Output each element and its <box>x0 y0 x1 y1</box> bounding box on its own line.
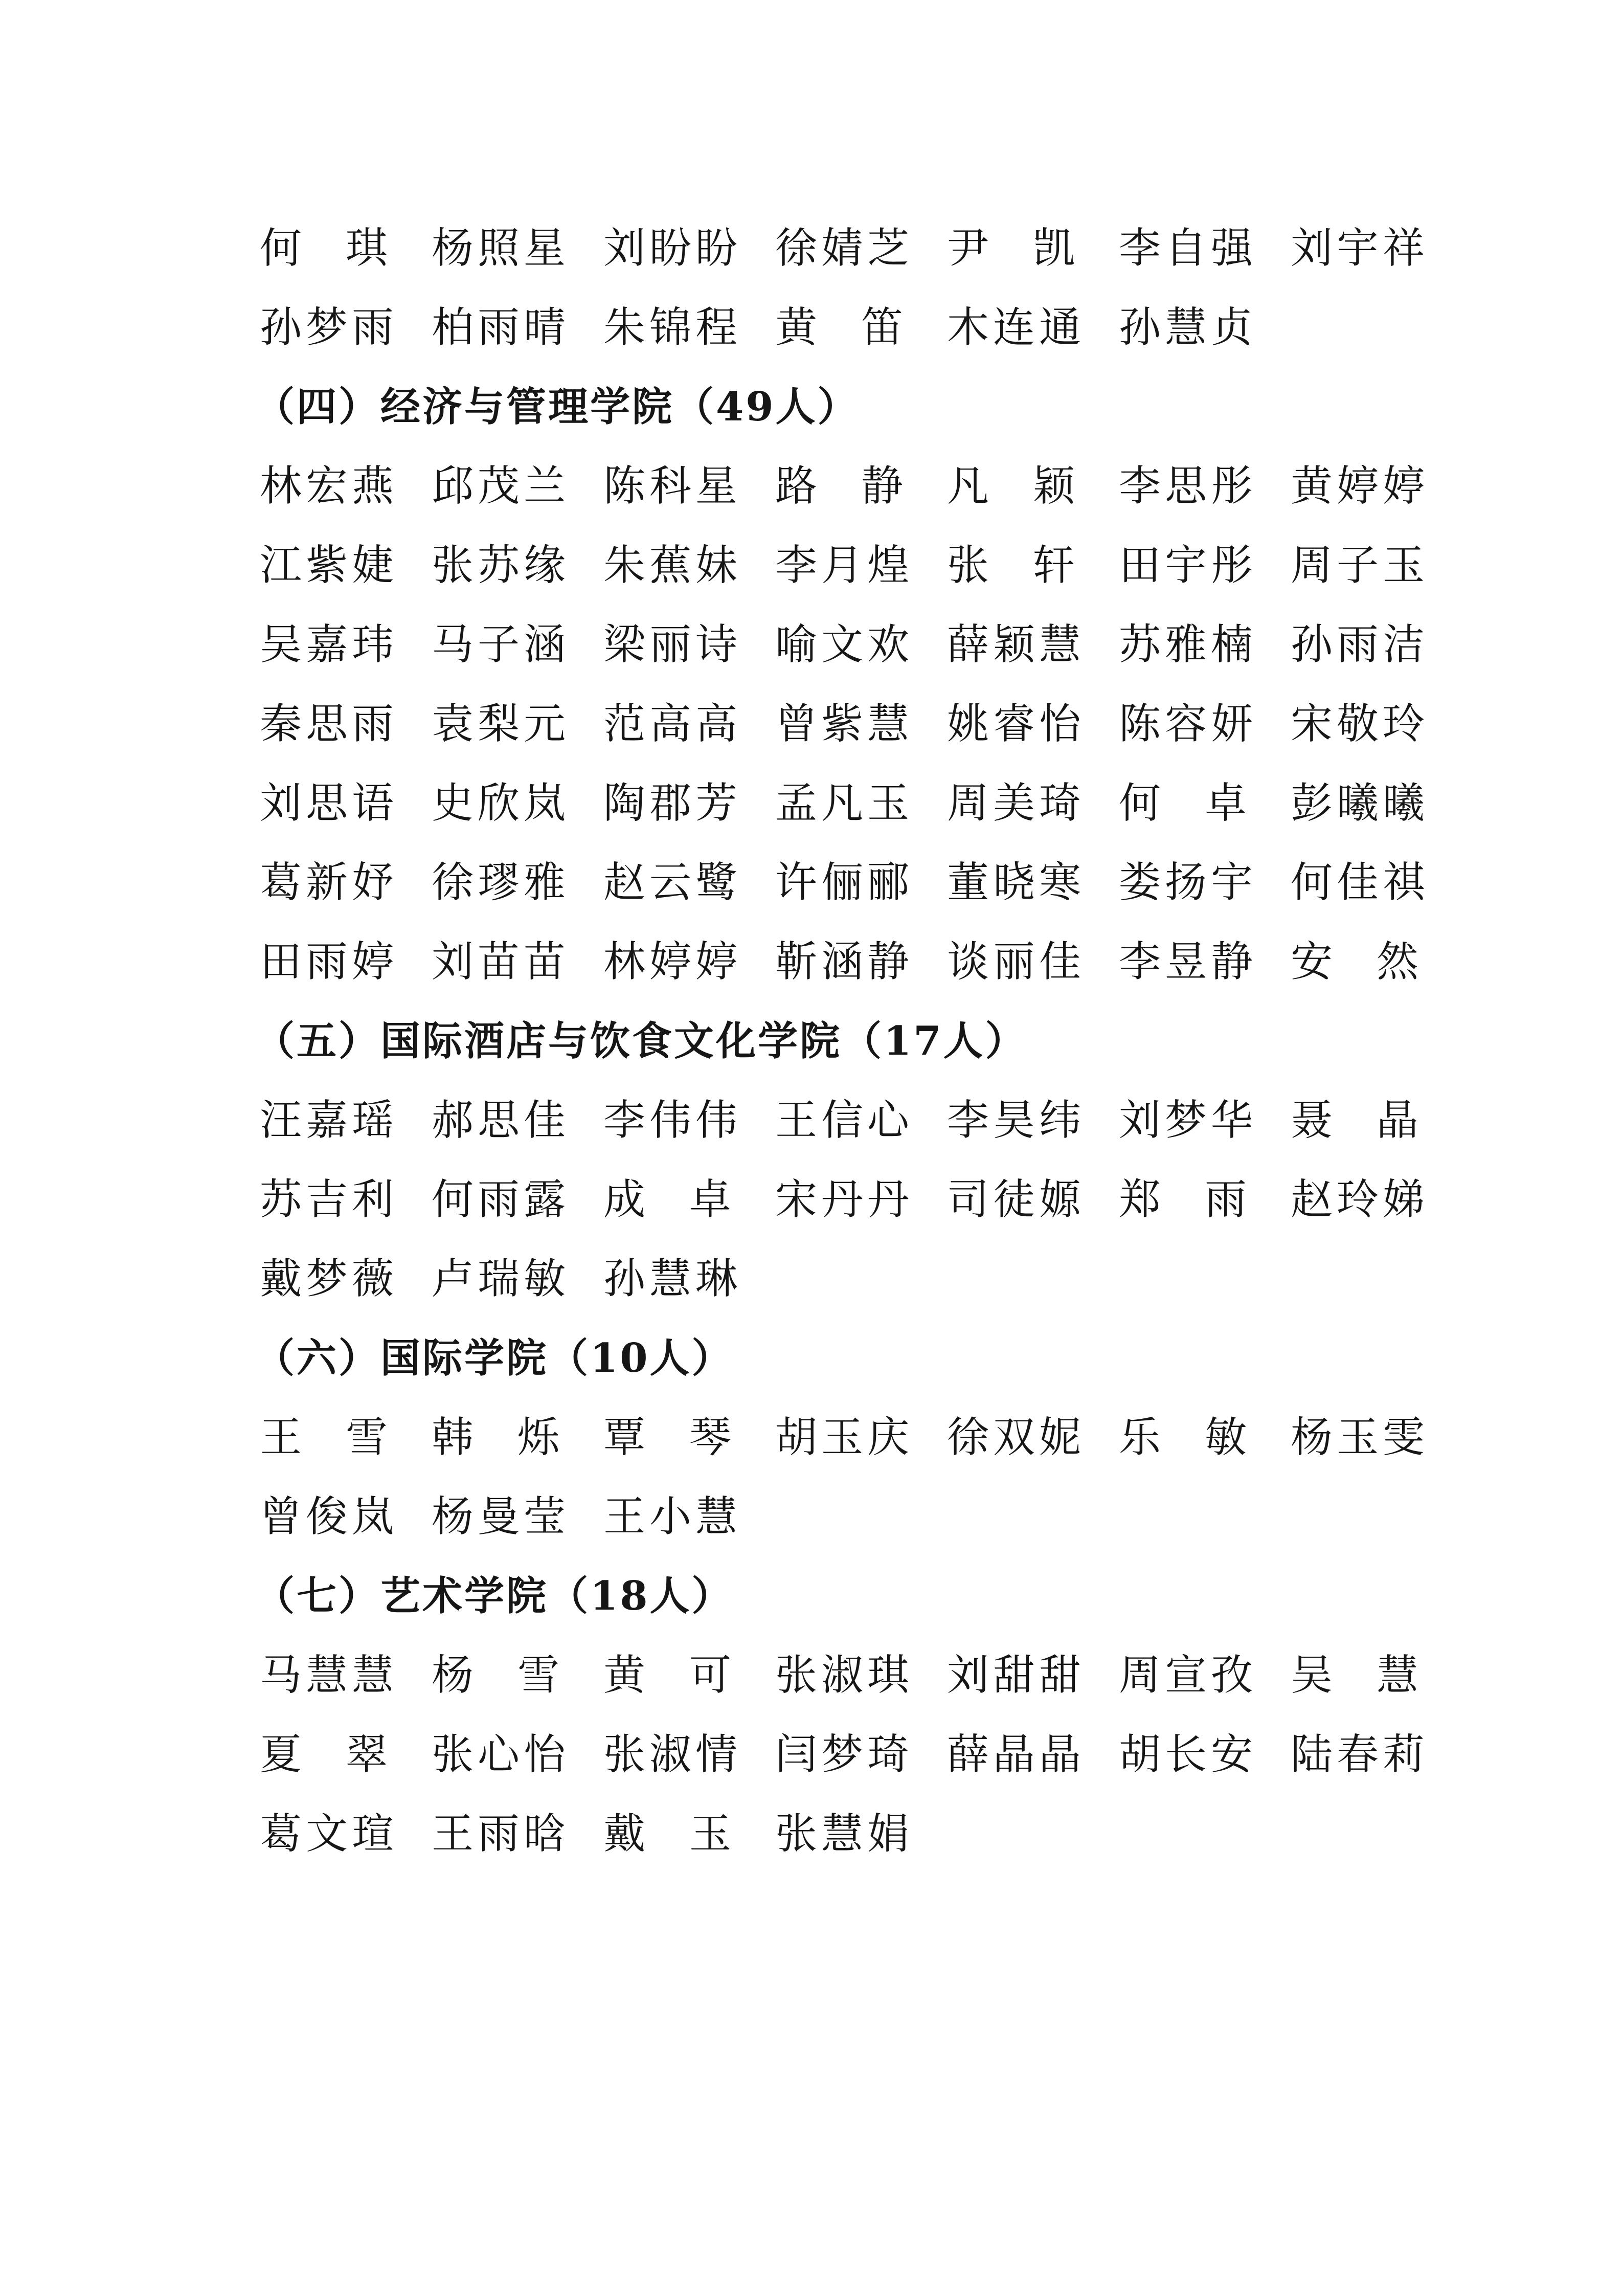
person-name: 林宏燕 <box>260 461 398 510</box>
person-name: 刘宇祥 <box>1291 224 1429 273</box>
name-row <box>260 1636 1436 1715</box>
person-name: 范高高 <box>603 699 742 748</box>
name-row <box>260 1160 1436 1239</box>
person-name: 彭曦曦 <box>1291 778 1429 828</box>
person-name: 乐 敏 <box>1119 1413 1247 1462</box>
person-name: 刘梦华 <box>1119 1096 1257 1145</box>
person-name: 喻文欢 <box>775 620 914 669</box>
person-name: 凡 颖 <box>947 461 1075 510</box>
person-name: 吴 慧 <box>1291 1651 1418 1700</box>
person-name: 李月煌 <box>775 541 914 590</box>
person-name: 张淑琪 <box>775 1651 914 1700</box>
person-name: 夏 翠 <box>260 1730 388 1779</box>
person-name: 朱锦程 <box>603 303 742 352</box>
person-name: 陶郡芳 <box>603 778 742 828</box>
name-row <box>260 922 1436 1001</box>
name-row <box>260 1239 1436 1319</box>
person-name: 路 静 <box>775 461 903 510</box>
person-name: 张慧娟 <box>775 1809 914 1858</box>
person-name: 袁梨元 <box>432 699 570 748</box>
name-row <box>260 209 1436 288</box>
person-name: 李思彤 <box>1119 461 1257 510</box>
person-name: 周宣孜 <box>1119 1651 1257 1700</box>
person-name: 许俪郦 <box>775 858 914 907</box>
person-name: 靳涵静 <box>775 937 914 986</box>
person-name: 刘甜甜 <box>947 1651 1086 1700</box>
person-name: 曾紫慧 <box>775 699 914 748</box>
person-name: 田宇彤 <box>1119 541 1257 590</box>
person-name: 苏吉利 <box>260 1175 398 1224</box>
person-name: 司徒嫄 <box>947 1175 1086 1224</box>
person-name: 韩 烁 <box>432 1413 559 1462</box>
person-name: 何雨露 <box>432 1175 570 1224</box>
person-name: 赵云鹭 <box>603 858 742 907</box>
person-name: 郑 雨 <box>1119 1175 1247 1224</box>
person-name: 刘思语 <box>260 778 398 828</box>
person-name: 梁丽诗 <box>603 620 742 669</box>
name-list-page <box>255 209 1436 1874</box>
person-name: 郝思佳 <box>432 1096 570 1145</box>
person-name: 杨曼莹 <box>432 1492 570 1541</box>
person-name: 李昊纬 <box>947 1096 1086 1145</box>
person-name: 马慧慧 <box>260 1651 398 1700</box>
person-name: 成 卓 <box>603 1175 731 1224</box>
person-name: 胡玉庆 <box>775 1413 914 1462</box>
person-name: 何 琪 <box>260 224 388 273</box>
person-name: 薛晶晶 <box>947 1730 1086 1779</box>
person-name: 闫梦琦 <box>775 1730 914 1779</box>
name-row <box>260 526 1436 605</box>
person-name: 孙慧贞 <box>1119 303 1257 352</box>
person-name: 张淑情 <box>603 1730 742 1779</box>
name-row <box>260 684 1436 764</box>
person-name: 何佳祺 <box>1291 858 1429 907</box>
name-row <box>260 1081 1436 1160</box>
person-name: 周美琦 <box>947 778 1086 828</box>
section-title: （五）国际酒店与饮食文化学院（17人） <box>255 1017 1027 1064</box>
person-name: 张心怡 <box>432 1730 570 1779</box>
person-name: 徐璆雅 <box>432 858 570 907</box>
person-name: 朱蕉妹 <box>603 541 742 590</box>
name-row <box>260 447 1436 526</box>
person-name: 史欣岚 <box>432 778 570 828</box>
name-row <box>260 1398 1436 1477</box>
person-name: 孙慧琳 <box>603 1254 742 1303</box>
person-name: 张苏缘 <box>432 541 570 590</box>
person-name: 赵玲娣 <box>1291 1175 1429 1224</box>
person-name: 李伟伟 <box>603 1096 742 1145</box>
person-name: 王雨晗 <box>432 1809 570 1858</box>
person-name: 董晓寒 <box>947 858 1086 907</box>
person-name: 戴 玉 <box>603 1809 731 1858</box>
person-name: 卢瑞敏 <box>432 1254 570 1303</box>
person-name: 胡长安 <box>1119 1730 1257 1779</box>
person-name: 何 卓 <box>1119 778 1247 828</box>
person-name: 王信心 <box>775 1096 914 1145</box>
person-name: 李自强 <box>1119 224 1257 273</box>
person-name: 柏雨晴 <box>432 303 570 352</box>
person-name: 王小慧 <box>603 1492 742 1541</box>
person-name: 杨照星 <box>432 224 570 273</box>
person-name: 林婷婷 <box>603 937 742 986</box>
person-name: 姚睿怡 <box>947 699 1086 748</box>
name-row <box>260 605 1436 684</box>
person-name: 汪嘉瑶 <box>260 1096 398 1145</box>
person-name: 薛颖慧 <box>947 620 1086 669</box>
person-name: 杨玉雯 <box>1291 1413 1429 1462</box>
person-name: 谈丽佳 <box>947 937 1086 986</box>
person-name: 孙梦雨 <box>260 303 398 352</box>
person-name: 葛文瑄 <box>260 1809 398 1858</box>
person-name: 陆春莉 <box>1291 1730 1429 1779</box>
person-name: 王 雪 <box>260 1413 388 1462</box>
person-name: 苏雅楠 <box>1119 620 1257 669</box>
section-title: （七）艺术学院（18人） <box>255 1572 734 1619</box>
person-name: 戴梦薇 <box>260 1254 398 1303</box>
person-name: 黄婷婷 <box>1291 461 1429 510</box>
person-name: 马子涵 <box>432 620 570 669</box>
person-name: 吴嘉玮 <box>260 620 398 669</box>
person-name: 覃 琴 <box>603 1413 731 1462</box>
name-row <box>260 1715 1436 1794</box>
person-name: 刘盼盼 <box>603 224 742 273</box>
person-name: 徐双妮 <box>947 1413 1086 1462</box>
person-name: 尹 凯 <box>947 224 1075 273</box>
person-name: 杨 雪 <box>432 1651 559 1700</box>
person-name: 木连通 <box>947 303 1086 352</box>
person-name: 黄 笛 <box>775 303 903 352</box>
person-name: 张 轩 <box>947 541 1075 590</box>
person-name: 陈科星 <box>603 461 742 510</box>
person-name: 周子玉 <box>1291 541 1429 590</box>
section-title: （四）经济与管理学院（49人） <box>255 383 860 430</box>
person-name: 葛新妤 <box>260 858 398 907</box>
person-name: 曾俊岚 <box>260 1492 398 1541</box>
person-name: 安 然 <box>1291 937 1418 986</box>
person-name: 陈容妍 <box>1119 699 1257 748</box>
person-name: 刘苗苗 <box>432 937 570 986</box>
name-row <box>260 1477 1436 1556</box>
section-title: （六）国际学院（10人） <box>255 1334 734 1381</box>
person-name: 秦思雨 <box>260 699 398 748</box>
person-name: 孟凡玉 <box>775 778 914 828</box>
person-name: 田雨婷 <box>260 937 398 986</box>
person-name: 宋丹丹 <box>775 1175 914 1224</box>
person-name: 江紫婕 <box>260 541 398 590</box>
name-row <box>260 1794 1436 1874</box>
person-name: 邱茂兰 <box>432 461 570 510</box>
person-name: 孙雨洁 <box>1291 620 1429 669</box>
name-row <box>260 288 1436 367</box>
person-name: 黄 可 <box>603 1651 731 1700</box>
name-row <box>260 843 1436 922</box>
person-name: 聂 晶 <box>1291 1096 1418 1145</box>
person-name: 徐婧芝 <box>775 224 914 273</box>
name-row <box>260 764 1436 843</box>
person-name: 李昱静 <box>1119 937 1257 986</box>
person-name: 宋敬玲 <box>1291 699 1429 748</box>
person-name: 娄扬宇 <box>1119 858 1257 907</box>
